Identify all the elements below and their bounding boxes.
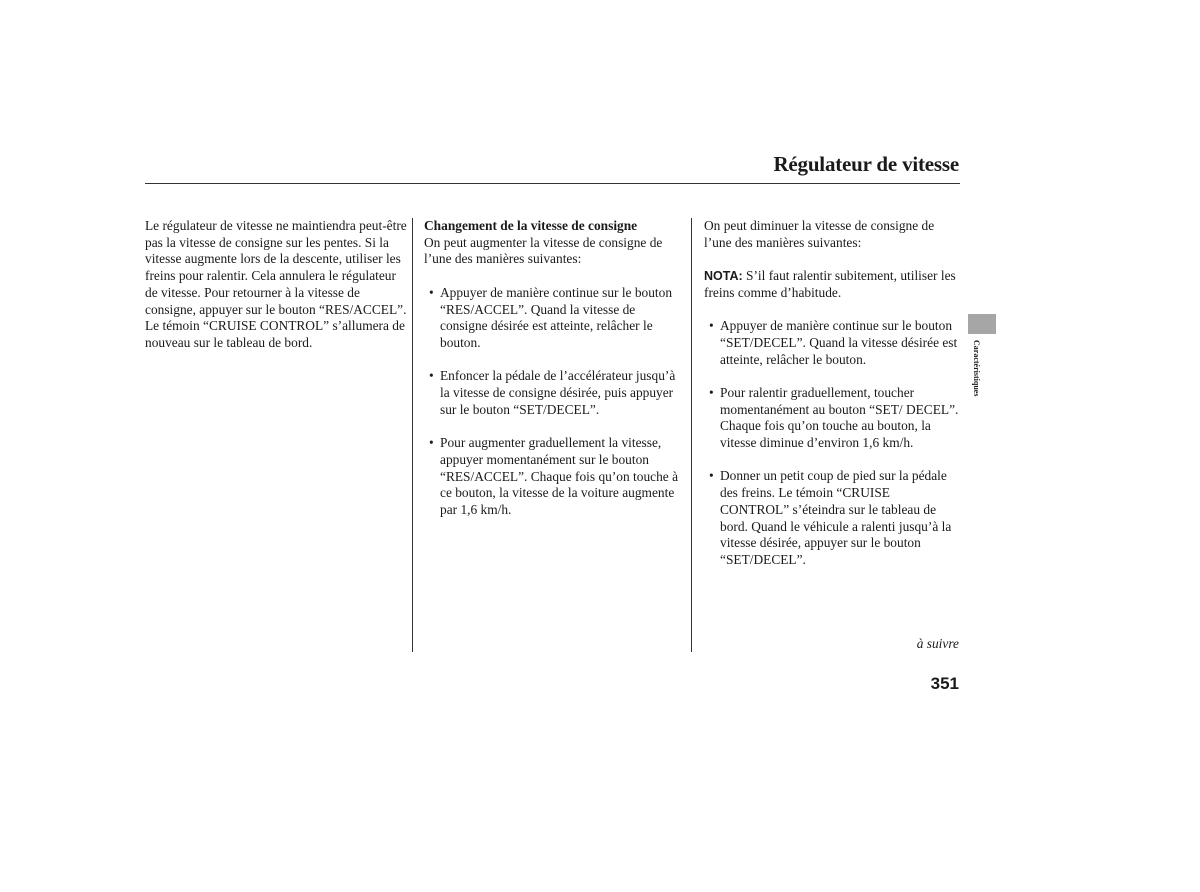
bullet-list (704, 318, 960, 569)
list-item (424, 435, 686, 519)
list-item (424, 285, 686, 352)
bullet-list (424, 285, 686, 519)
section-tab-text: Caractéristiques (972, 340, 981, 397)
column-divider (691, 218, 692, 652)
list-item-text: Enfoncer la pédale de l’accélérateur jusqu’à la vitesse de consigne désirée, puis appuyer sur le bouton “SET/DECEL”. (440, 368, 676, 417)
column-right (704, 218, 960, 569)
list-item-text: Pour ralentir graduellement, toucher momentanément au bouton “SET/ DECEL”. Chaque fois qu’on touche au bouton, la vitesse diminue d’environ 1,6 km/h. (720, 384, 959, 451)
bullet-icon: • (709, 468, 714, 484)
intro-paragraph: On peut augmenter la vitesse de consigne de l’une des manières suivantes: (424, 234, 663, 267)
column-left (145, 218, 407, 352)
column-middle (424, 218, 686, 519)
section-heading: Changement de la vitesse de consigne (424, 218, 638, 233)
section-tab-label (971, 340, 981, 420)
bullet-icon: • (709, 318, 714, 334)
bullet-icon: • (429, 284, 434, 300)
note-text: S’il faut ralentir subitement, utiliser les freins comme d’habitude. (704, 268, 956, 300)
title-rule (145, 183, 960, 184)
page-title: Régulateur de vitesse (773, 152, 959, 176)
list-item-text: Appuyer de manière continue sur le bouton “RES/ACCEL”. Quand la vitesse de consigne désirée est atteinte, relâcher le bouton. (440, 284, 673, 350)
column-divider (412, 218, 413, 652)
list-item (424, 368, 686, 418)
list-item-text: Donner un petit coup de pied sur la pédale des freins. Le témoin “CRUISE CONTROL” s’éteindra sur le tableau de bord. Quand le véhicule a ralenti jusqu’à la vitesse désirée, appuyer sur le bouton “SET/DECEL”. (720, 468, 952, 567)
continued-note: à suivre (916, 636, 959, 651)
list-item-text: Pour augmenter graduellement la vitesse, appuyer momentanément sur le bouton “RES/ACCEL”. Chaque fois qu’on touche à ce bouton, la vitesse de la voiture augmente par 1,6 km/h. (440, 435, 679, 517)
intro-paragraph: On peut diminuer la vitesse de consigne de l’une des manières suivantes: (704, 218, 935, 250)
list-item (704, 318, 960, 368)
bullet-icon: • (429, 368, 434, 384)
bullet-icon: • (709, 384, 714, 400)
note-paragraph (704, 268, 960, 301)
page-number: 351 (930, 674, 959, 693)
body-paragraph: Le régulateur de vitesse ne maintiendra peut-être pas la vitesse de consigne sur les pentes. Si la vitesse augmente lors de la descente, utiliser les freins pour ralentir. Cela annulera le régulateur de vitesse. Pour retourner à la vitesse de consigne, appuyer sur le bouton “RES/ACCEL”. Le témoin “CRUISE CONTROL” s’allumera de nouveau sur le tableau de bord. (145, 218, 407, 350)
note-label: NOTA: (704, 269, 743, 284)
list-item (704, 468, 960, 568)
list-item-text: Appuyer de manière continue sur le bouton “SET/DECEL”. Quand la vitesse désirée est atteinte, relâcher le bouton. (720, 318, 958, 367)
section-tab (968, 314, 996, 334)
list-item (704, 385, 960, 452)
bullet-icon: • (429, 435, 434, 451)
